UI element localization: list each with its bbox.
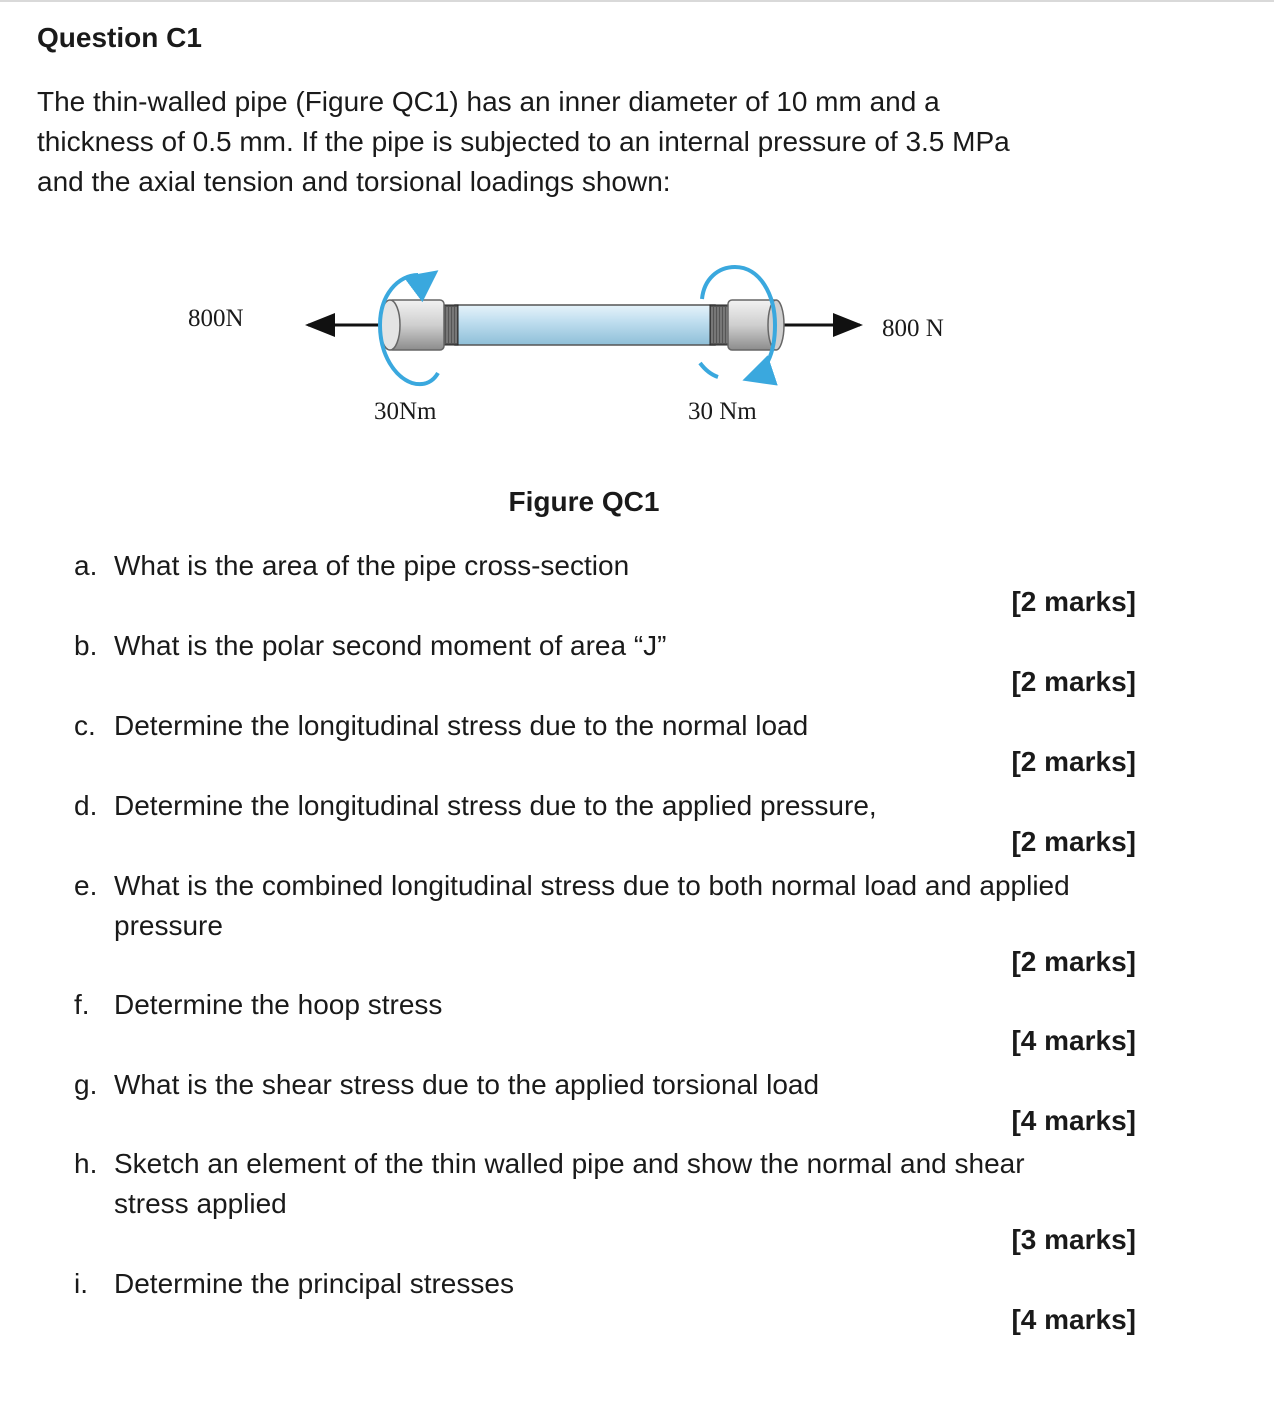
right-torque-arrow-tail	[700, 363, 718, 377]
intro-line: thickness of 0.5 mm. If the pipe is subjected to an internal pressure of 3.5 MPa	[37, 126, 1010, 157]
left-torque-arrow-top	[418, 275, 432, 285]
question-title: Question C1	[37, 22, 202, 53]
question-text: What is the shear stress due to the applied torsional load	[114, 1069, 820, 1100]
question-marks: [4 marks]	[1011, 1025, 1136, 1056]
left-force-label: 800N	[188, 305, 244, 332]
question-item	[74, 706, 1134, 746]
top-border	[0, 0, 1274, 2]
question-letter: e.	[74, 870, 98, 901]
question-letter: h.	[74, 1148, 98, 1179]
intro-line: The thin-walled pipe (Figure QC1) has an inner diameter of 10 mm and a	[37, 86, 940, 117]
question-text: What is the polar second moment of area “J”	[114, 630, 667, 661]
question-text: Determine the longitudinal stress due to the normal load	[114, 710, 809, 741]
question-marks: [4 marks]	[1011, 1304, 1136, 1335]
question-marks: [2 marks]	[1011, 746, 1136, 777]
pipe-body	[455, 305, 715, 345]
question-text: Sketch an element of the thin walled pipe and show the normal and shear stress applied	[114, 1148, 1025, 1219]
question-item	[74, 1264, 1134, 1304]
question-letter: i.	[74, 1268, 88, 1299]
question-marks: [2 marks]	[1011, 826, 1136, 857]
question-text: Determine the hoop stress	[114, 989, 443, 1020]
question-item	[74, 1144, 1104, 1224]
question-text: Determine the principal stresses	[114, 1268, 514, 1299]
question-marks: [3 marks]	[1011, 1224, 1136, 1255]
question-marks: [2 marks]	[1011, 586, 1136, 617]
question-item	[74, 985, 1134, 1025]
question-text: Determine the longitudinal stress due to the applied pressure,	[114, 790, 877, 821]
question-letter: f.	[74, 989, 90, 1020]
question-text: What is the combined longitudinal stress due to both normal load and applied pressure	[114, 870, 1070, 941]
question-intro	[37, 82, 1137, 202]
question-letter: g.	[74, 1069, 98, 1100]
question-item	[74, 1065, 1134, 1105]
question-letter: c.	[74, 710, 96, 741]
intro-line: and the axial tension and torsional loadings shown:	[37, 166, 671, 197]
question-marks: [4 marks]	[1011, 1105, 1136, 1136]
question-item	[74, 786, 1134, 826]
pipe-figure	[170, 255, 970, 440]
right-torque-label: 30 Nm	[688, 398, 757, 425]
question-item	[74, 626, 1134, 666]
left-torque-label: 30Nm	[374, 398, 437, 425]
question-item	[74, 546, 1134, 586]
question-item	[74, 866, 1074, 946]
question-text: What is the area of the pipe cross-section	[114, 550, 630, 581]
question-letter: b.	[74, 630, 98, 661]
figure-caption: Figure QC1	[508, 486, 660, 517]
pipe-diagram	[170, 255, 970, 440]
question-marks: [2 marks]	[1011, 946, 1136, 977]
question-letter: d.	[74, 790, 98, 821]
question-letter: a.	[74, 550, 98, 581]
question-marks: [2 marks]	[1011, 666, 1136, 697]
right-force-label: 800 N	[882, 315, 944, 342]
